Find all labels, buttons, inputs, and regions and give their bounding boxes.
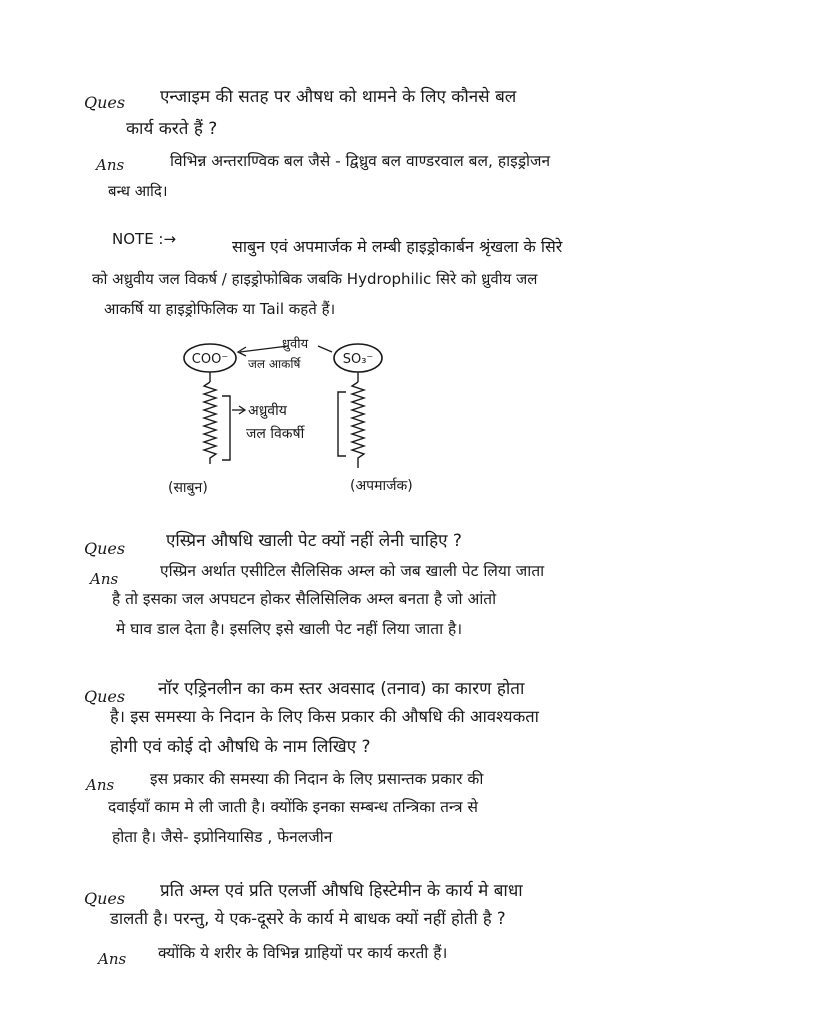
answer-text-line: होता है। जैसे- इप्रोनियासिड , फेनलजीन (112, 828, 333, 846)
question-text-line: कार्य करते हैं ? (126, 119, 218, 139)
detergent-label: (अपमार्जक) (350, 478, 413, 494)
question-text-line: है। इस समस्या के निदान के लिए किस प्रकार की औषधि की आवश्यकता (110, 707, 539, 726)
answer-text-line: इस प्रकार की समस्या की निदान के लिए प्रसान्तक प्रकार की (150, 770, 484, 788)
answer-label: Ans (96, 156, 125, 174)
nonpolar-label-line2: जल विकर्षी (246, 426, 305, 442)
answer-text-line: बन्ध आदि। (108, 182, 168, 200)
question-label: Ques (84, 687, 126, 706)
answer-text-line: दवाईयाँ काम मे ली जाती है। क्योंकि इनका सम्बन्ध तन्त्रिका तन्त्र से (108, 798, 478, 816)
soap-head-label: COO⁻ (191, 352, 229, 367)
question-text-line: एन्जाइम की सतह पर औषध को थामने के लिए कौनसे बल (160, 87, 517, 107)
note-text-line: साबुन एवं अपमार्जक मे लम्बी हाइड्रोकार्बन श्रृंखला के सिरे (232, 237, 563, 256)
polar-label-line1: ध्रुवीय (282, 337, 309, 352)
detergent-tail-zigzag (352, 382, 364, 468)
question-label: Ques (84, 539, 126, 558)
question-text-line: एस्प्रिन औषधि खाली पेट क्यों नहीं लेनी चाहिए ? (166, 531, 462, 551)
question-text-line: प्रति अम्ल एवं प्रति एलर्जी औषधि हिस्टेमीन के कार्य मे बाधा (160, 881, 523, 901)
question-label: Ques (84, 93, 126, 112)
soap-detergent-diagram (150, 330, 470, 505)
answer-text-line: मे घाव डाल देता है। इसलिए इसे खाली पेट नहीं लिया जाता है। (116, 620, 463, 638)
note-text-line: आकर्षि या हाइड्रोफिलिक या Tail कहते हैं। (104, 300, 336, 318)
answer-text-line: एस्प्रिन अर्थात एसीटिल सैलिसिक अम्ल को जब खाली पेट लिया जाता (160, 562, 545, 580)
answer-label: Ans (98, 950, 127, 968)
polar-label-line2: जल आकर्षि (248, 357, 301, 371)
answer-text-line: क्योंकि ये शरीर के विभिन्न ग्राहियों पर कार्य करती हैं। (158, 944, 448, 962)
note-label: NOTE :→ (112, 230, 177, 248)
soap-label: (साबुन) (168, 480, 208, 496)
answer-label: Ans (86, 776, 115, 794)
question-label: Ques (84, 889, 126, 908)
tail-bracket (222, 396, 230, 460)
answer-text-line: है तो इसका जल अपघटन होकर सैलिसिलिक अम्ल बनता है जो आंतो (112, 590, 497, 608)
question-text-line: डालती है। परन्तु, ये एक-दूसरे के कार्य मे बाधक क्यों नहीं होती है ? (110, 909, 506, 928)
answer-text-line: विभिन्न अन्तराण्विक बल जैसे - द्विध्रुव बल वाण्डरवाल बल, हाइड्रोजन (170, 152, 551, 170)
soap-tail-zigzag (204, 382, 216, 464)
polar-arrow-left (240, 346, 288, 352)
note-text-line: को अध्रुवीय जल विकर्ष / हाइड्रोफोबिक जबकि Hydrophilic सिरे को ध्रुवीय जल (92, 270, 538, 288)
nonpolar-label-line1: अध्रुवीय (248, 403, 287, 419)
polar-arrow-right (318, 346, 332, 352)
detergent-head-label: SO₃⁻ (342, 352, 374, 367)
question-text-line: नॉर एड्रिनलीन का कम स्तर अवसाद (तनाव) का कारण होता (158, 679, 525, 699)
tail-bracket-right (338, 392, 346, 456)
question-text-line: होगी एवं कोई दो औषधि के नाम लिखिए ? (110, 737, 371, 757)
answer-label: Ans (90, 570, 119, 588)
